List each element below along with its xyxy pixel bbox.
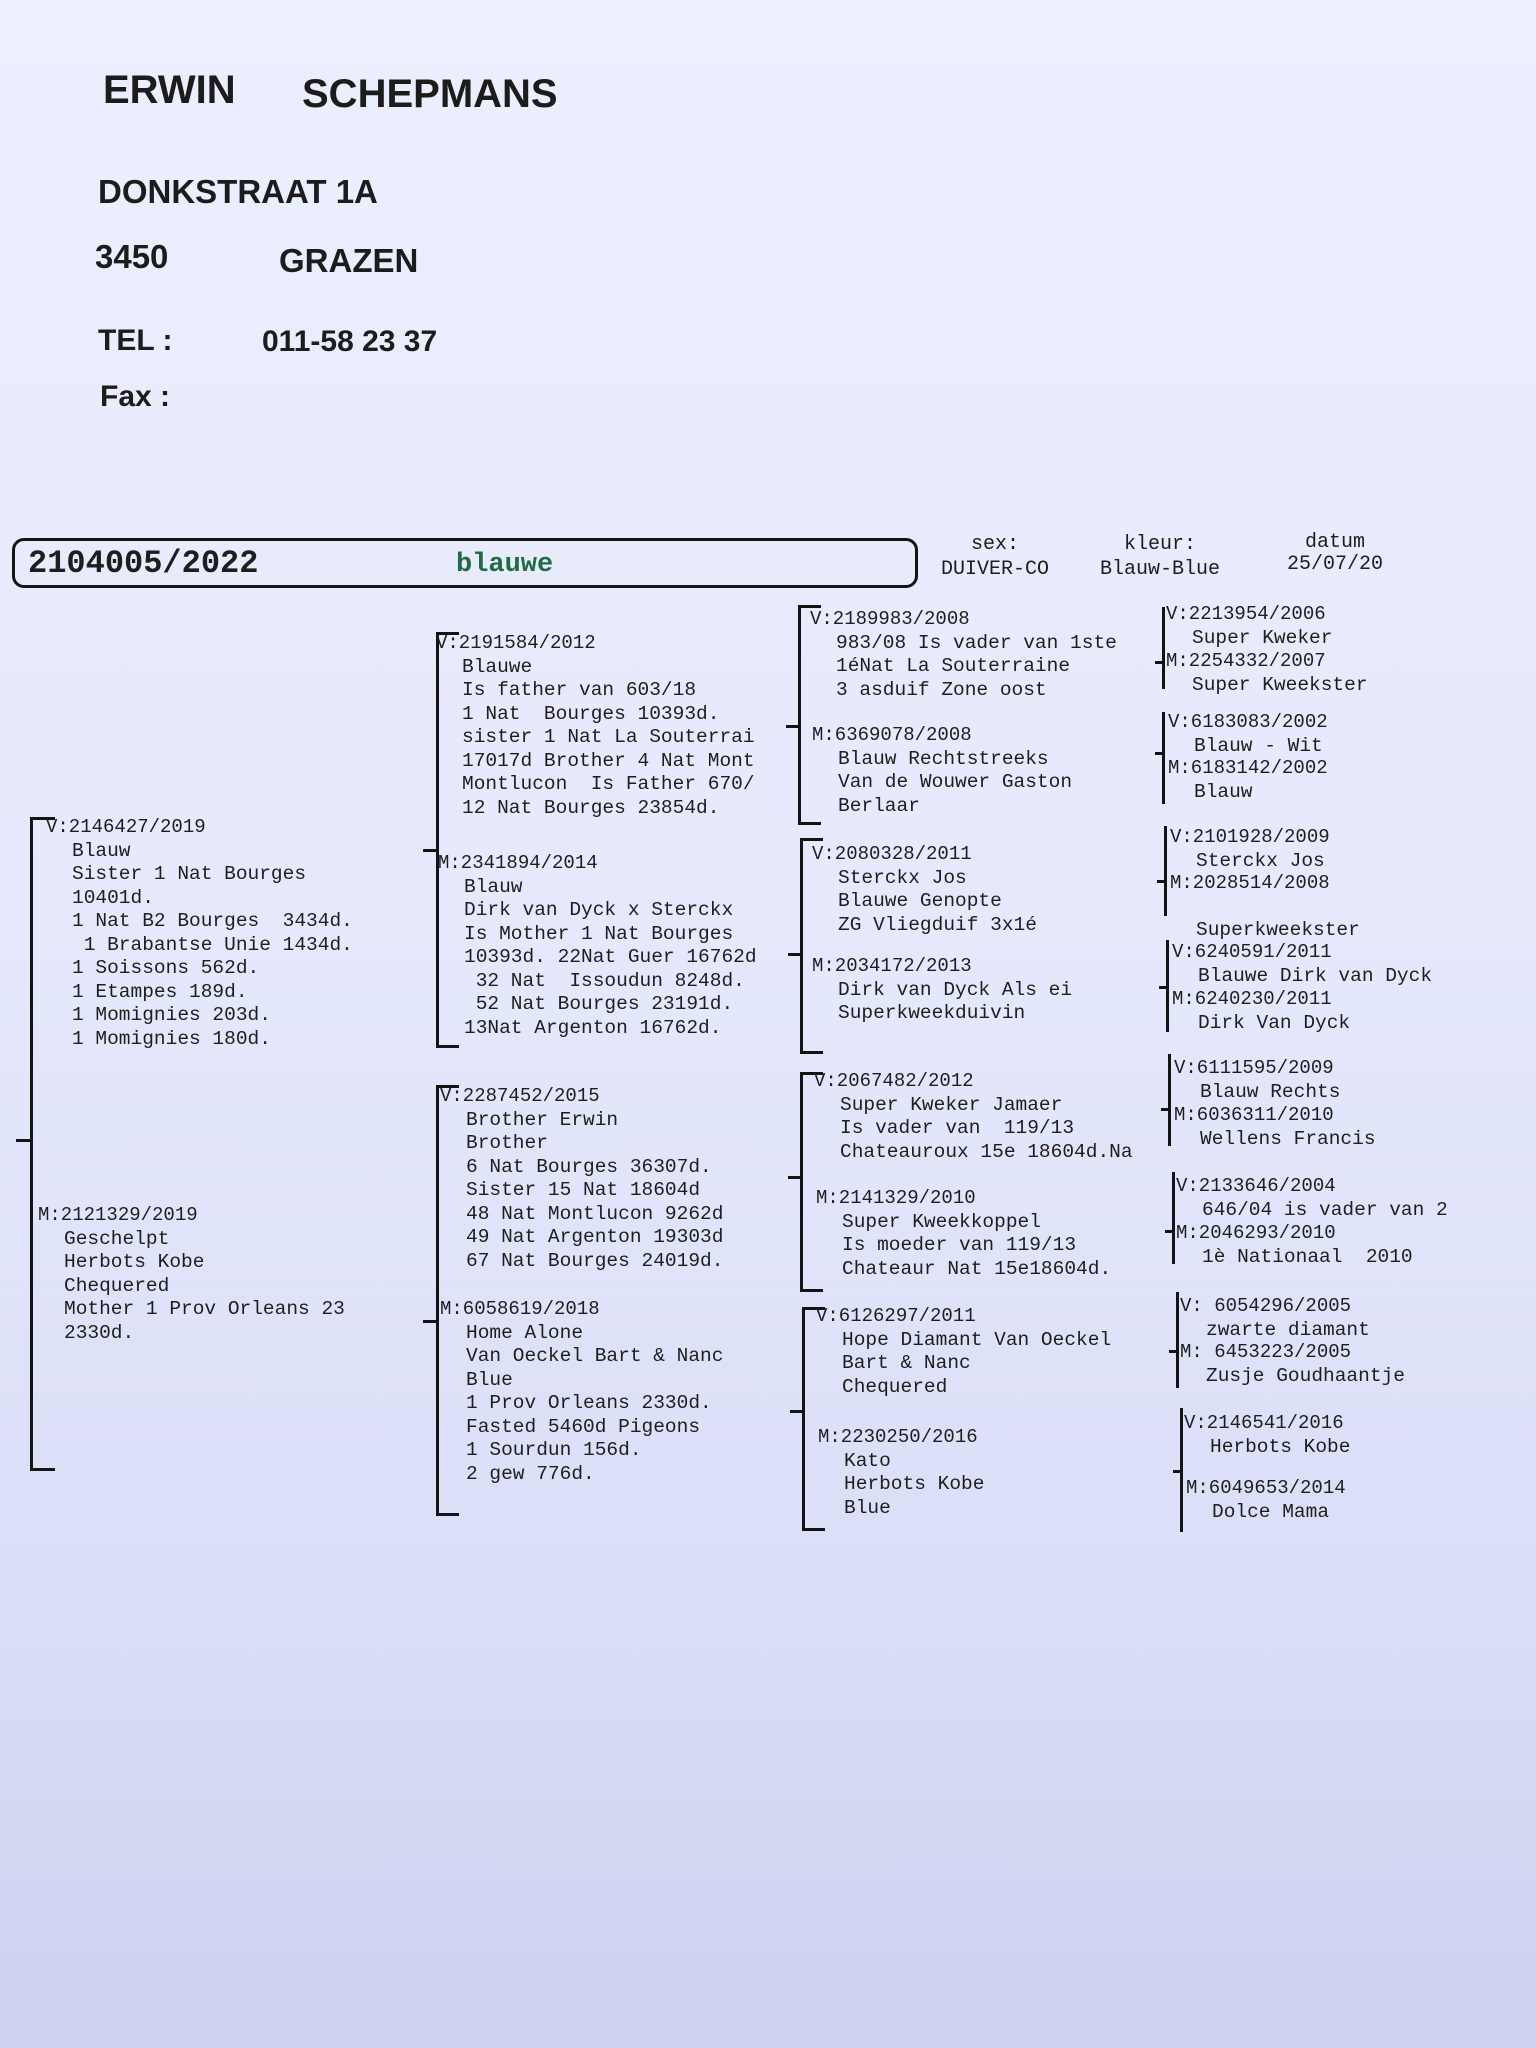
entry-line: 646/04 is vader van 2 xyxy=(1202,1198,1448,1221)
entry-line: Dirk van Dyck Als ei xyxy=(838,978,1073,1001)
ring-number: V:2133646/2004 xyxy=(1176,1175,1336,1197)
bracket-tick xyxy=(1157,880,1167,883)
bracket-tick xyxy=(788,1176,802,1179)
bracket-tick xyxy=(423,1320,438,1323)
entry-line: Mother 1 Prov Orleans 23 xyxy=(64,1298,345,1320)
g4-entry xyxy=(1166,603,1332,650)
entry-line: Fasted 5460d Pigeons xyxy=(466,1415,701,1438)
g4-entry xyxy=(1186,1477,1346,1524)
date-label: datum xyxy=(1304,531,1365,554)
entry-line: Super Kweekkoppel xyxy=(842,1210,1041,1233)
father-father-entry xyxy=(436,632,755,820)
entry-line: Chateaur Nat 15e18604d. xyxy=(842,1257,1112,1280)
bracket-tick xyxy=(786,725,800,728)
bracket-tick xyxy=(790,1410,804,1413)
entry-line: ZG Vliegduif 3x1é xyxy=(838,913,1037,936)
ring-number: V:2146541/2016 xyxy=(1184,1412,1344,1434)
entry-line: Herbots Kobe xyxy=(844,1473,985,1495)
bracket-tick xyxy=(16,1139,32,1142)
breeder-last-name: SCHEPMANS xyxy=(302,72,558,116)
breeder-first-name: ERWIN xyxy=(103,68,236,112)
tel-value: 011-58 23 37 xyxy=(262,325,438,358)
ring-number: M:2230250/2016 xyxy=(818,1426,978,1448)
ring-number: M:2254332/2007 xyxy=(1166,650,1326,672)
entry-line: Blue xyxy=(844,1496,891,1519)
entry-line: Van Oeckel Bart & Nanc xyxy=(466,1345,724,1367)
entry-line: Super Kweekster xyxy=(1192,673,1368,696)
ring-number: V: 6054296/2005 xyxy=(1180,1295,1352,1317)
entry-line: Is moeder van 119/13 xyxy=(842,1234,1077,1256)
fff-entry xyxy=(810,608,1117,702)
entry-line: 17017d Brother 4 Nat Mont xyxy=(462,749,755,772)
entry-line: Blauw Rechts xyxy=(1200,1080,1341,1103)
g4-entry xyxy=(1174,1104,1376,1151)
entry-line: Sterckx Jos xyxy=(838,866,967,889)
ring-number: V:2146427/2019 xyxy=(46,816,206,838)
entry-line: Super Kweker xyxy=(1192,626,1333,649)
entry-line: 32 Nat Issoudun 8248d. xyxy=(464,969,745,992)
ring-number: V:6183083/2002 xyxy=(1168,711,1328,733)
g4-entry xyxy=(1180,1295,1370,1342)
entry-line: 1 Sourdun 156d. xyxy=(466,1439,642,1461)
g4-entry xyxy=(1170,826,1330,873)
bracket-tick xyxy=(788,953,802,956)
ring-number: M:6049653/2014 xyxy=(1186,1477,1346,1499)
entry-line: 2330d. xyxy=(64,1321,135,1344)
entry-line: Geschelpt xyxy=(64,1227,170,1250)
bracket-tick xyxy=(1155,661,1165,664)
ring-number: V:2101928/2009 xyxy=(1170,826,1330,848)
entry-line: Blauwe xyxy=(462,655,533,678)
color-label: kleur: xyxy=(1123,533,1196,556)
entry-line: Home Alone xyxy=(466,1321,584,1344)
entry-line: Is Mother 1 Nat Bourges xyxy=(464,922,734,945)
bracket-tick xyxy=(1155,752,1165,755)
entry-line: 52 Nat Bourges 23191d. xyxy=(464,993,734,1015)
entry-line: 48 Nat Montlucon 9262d xyxy=(466,1202,724,1225)
entry-line: Montlucon Is Father 670/ xyxy=(462,773,755,795)
entry-line: 13Nat Argenton 16762d. xyxy=(464,1016,722,1039)
sex-label: sex: xyxy=(970,533,1019,556)
entry-line: Blauw xyxy=(1194,780,1253,803)
entry-line: 1 Soissons 562d. xyxy=(72,957,260,979)
mff-entry xyxy=(814,1070,1133,1164)
entry-line: Is vader van 119/13 xyxy=(840,1117,1075,1139)
father-entry xyxy=(46,816,353,1051)
bracket-tick xyxy=(1165,1230,1175,1233)
bracket-tick xyxy=(1159,986,1169,989)
pigeon-name: blauwe xyxy=(456,550,554,580)
mfm-entry xyxy=(816,1187,1111,1281)
ring-number: V:2189983/2008 xyxy=(810,608,970,630)
g4-entry xyxy=(1184,1412,1350,1459)
entry-line: Kato xyxy=(844,1449,891,1472)
mother-mother-entry xyxy=(440,1298,723,1486)
breeder-city: GRAZEN xyxy=(279,242,419,279)
breeder-postcode: 3450 xyxy=(95,238,169,275)
father-mother-entry xyxy=(438,852,757,1040)
g4-entry xyxy=(1180,1341,1405,1388)
ring-number: M:6183142/2002 xyxy=(1168,757,1328,779)
ring-number: V:2080328/2011 xyxy=(812,843,972,865)
entry-line: Sister 15 Nat 18604d xyxy=(466,1179,701,1201)
ring-number: M: 6453223/2005 xyxy=(1180,1341,1352,1363)
g4-entry xyxy=(1170,872,1360,943)
entry-line: 10401d. xyxy=(72,886,154,909)
color-value: Blauw-Blue xyxy=(1099,558,1221,581)
entry-line: 6 Nat Bourges 36307d. xyxy=(466,1155,712,1178)
ring-number: V:2191584/2012 xyxy=(436,632,596,654)
ring-number: M:2121329/2019 xyxy=(38,1204,198,1226)
entry-line: 12 Nat Bourges 23854d. xyxy=(462,796,720,819)
entry-line: Blauw - Wit xyxy=(1194,734,1323,757)
entry-line: Blue xyxy=(466,1368,513,1391)
entry-line: 67 Nat Bourges 24019d. xyxy=(466,1249,724,1272)
entry-line: zwarte diamant xyxy=(1206,1318,1370,1341)
entry-line: Chequered xyxy=(842,1375,948,1398)
mother-entry xyxy=(38,1204,345,1345)
mmm-entry xyxy=(818,1426,984,1520)
mmf-entry xyxy=(816,1305,1111,1399)
entry-line: Sister 1 Nat Bourges xyxy=(72,863,307,885)
bracket-tick xyxy=(1169,1350,1179,1353)
ring-number: M:6058619/2018 xyxy=(440,1298,600,1320)
mother-father-entry xyxy=(440,1085,723,1273)
g4-entry xyxy=(1166,650,1368,697)
ring-number: M:6036311/2010 xyxy=(1174,1104,1334,1126)
entry-line: 1 Prov Orleans 2330d. xyxy=(466,1392,712,1414)
g4-entry xyxy=(1168,757,1328,804)
ring-number: M:2028514/2008 xyxy=(1170,872,1330,894)
entry-line: 1 Momignies 203d. xyxy=(72,1004,271,1026)
entry-line: 49 Nat Argenton 19303d xyxy=(466,1226,724,1248)
entry-line: 10393d. 22Nat Guer 16762d xyxy=(464,946,757,968)
entry-line: Superkweekster xyxy=(1196,919,1360,941)
ring-number: M:6240230/2011 xyxy=(1172,988,1332,1010)
g4-entry xyxy=(1168,711,1328,758)
g4-entry xyxy=(1172,941,1432,988)
breeder-street: DONKSTRAAT 1A xyxy=(98,173,378,210)
ring-number: M:2141329/2010 xyxy=(816,1187,976,1209)
ring-number: V:6240591/2011 xyxy=(1172,941,1332,963)
entry-line: Brother Erwin xyxy=(466,1108,619,1131)
sex-value: DUIVER-CO xyxy=(940,558,1050,581)
ring-number: V:6111595/2009 xyxy=(1174,1057,1334,1079)
entry-line: Dolce Mama xyxy=(1212,1500,1330,1523)
ring-number: M:2341894/2014 xyxy=(438,852,598,874)
entry-line: 1éNat La Souterraine xyxy=(836,655,1071,677)
entry-line: 2 gew 776d. xyxy=(466,1462,595,1485)
entry-line: Chequered xyxy=(64,1274,170,1297)
ring-number: V:6126297/2011 xyxy=(816,1305,976,1327)
bracket-tick xyxy=(423,849,438,852)
date-value: 25/07/20 xyxy=(1286,553,1383,576)
entry-line: Blauw xyxy=(72,839,131,862)
entry-line: Brother xyxy=(466,1132,548,1154)
entry-line: 1 Nat Bourges 10393d. xyxy=(462,702,720,725)
entry-line: Dirk van Dyck x Sterckx xyxy=(464,899,734,921)
entry-line: 3 asduif Zone oost xyxy=(836,678,1047,701)
entry-line xyxy=(1170,896,1360,920)
ffm-entry xyxy=(812,724,1072,818)
entry-line: sister 1 Nat La Souterrai xyxy=(462,726,755,748)
g4-entry xyxy=(1172,988,1350,1035)
entry-line: Super Kweker Jamaer xyxy=(840,1093,1063,1116)
fax-label: Fax : xyxy=(100,380,171,413)
entry-line: Blauwe Genopte xyxy=(838,890,1002,912)
g4-entry xyxy=(1176,1175,1448,1222)
ring-number: V:2287452/2015 xyxy=(440,1085,600,1107)
entry-line: Zusje Goudhaantje xyxy=(1206,1364,1405,1387)
bracket-tick xyxy=(1173,1470,1183,1473)
entry-line: 1è Nationaal 2010 xyxy=(1202,1245,1413,1268)
entry-line: Bart & Nanc xyxy=(842,1352,971,1374)
entry-line: 1 Momignies 180d. xyxy=(72,1027,271,1050)
entry-line: 983/08 Is vader van 1ste xyxy=(836,631,1117,654)
entry-line: 1 Brabantse Unie 1434d. xyxy=(72,933,353,956)
entry-line: Herbots Kobe xyxy=(64,1251,205,1273)
entry-line: 1 Nat B2 Bourges 3434d. xyxy=(72,910,353,932)
entry-line: Sterckx Jos xyxy=(1196,849,1325,872)
entry-line: Chateauroux 15e 18604d.Na xyxy=(840,1140,1133,1163)
entry-line: 1 Etampes 189d. xyxy=(72,980,248,1003)
entry-line: Berlaar xyxy=(838,794,920,817)
entry-line: Is father van 603/18 xyxy=(462,679,697,701)
ring-number: V:2213954/2006 xyxy=(1166,603,1326,625)
entry-line: Blauw Rechtstreeks xyxy=(838,747,1049,770)
fmf-entry xyxy=(812,843,1037,937)
tel-label: TEL : xyxy=(98,324,173,357)
ring-number: M:2046293/2010 xyxy=(1176,1222,1336,1244)
fmm-entry xyxy=(812,955,1072,1026)
entry-line: Blauwe Dirk van Dyck xyxy=(1198,964,1433,987)
entry-line: Wellens Francis xyxy=(1200,1127,1376,1150)
entry-line: Blauw xyxy=(464,875,523,898)
g4-entry xyxy=(1176,1222,1413,1269)
entry-line: Herbots Kobe xyxy=(1210,1435,1351,1458)
g4-entry xyxy=(1174,1057,1340,1104)
entry-line: Van de Wouwer Gaston xyxy=(838,771,1073,793)
bracket-tick xyxy=(1161,1108,1171,1111)
entry-line: Dirk Van Dyck xyxy=(1198,1011,1351,1034)
ring-number: V:2067482/2012 xyxy=(814,1070,974,1092)
entry-line: Hope Diamant Van Oeckel xyxy=(842,1328,1112,1351)
ring-number: M:6369078/2008 xyxy=(812,724,972,746)
pigeon-ring-number: 2104005/2022 xyxy=(28,545,259,582)
ring-number: M:2034172/2013 xyxy=(812,955,972,977)
entry-line: Superkweekduivin xyxy=(838,1002,1026,1024)
